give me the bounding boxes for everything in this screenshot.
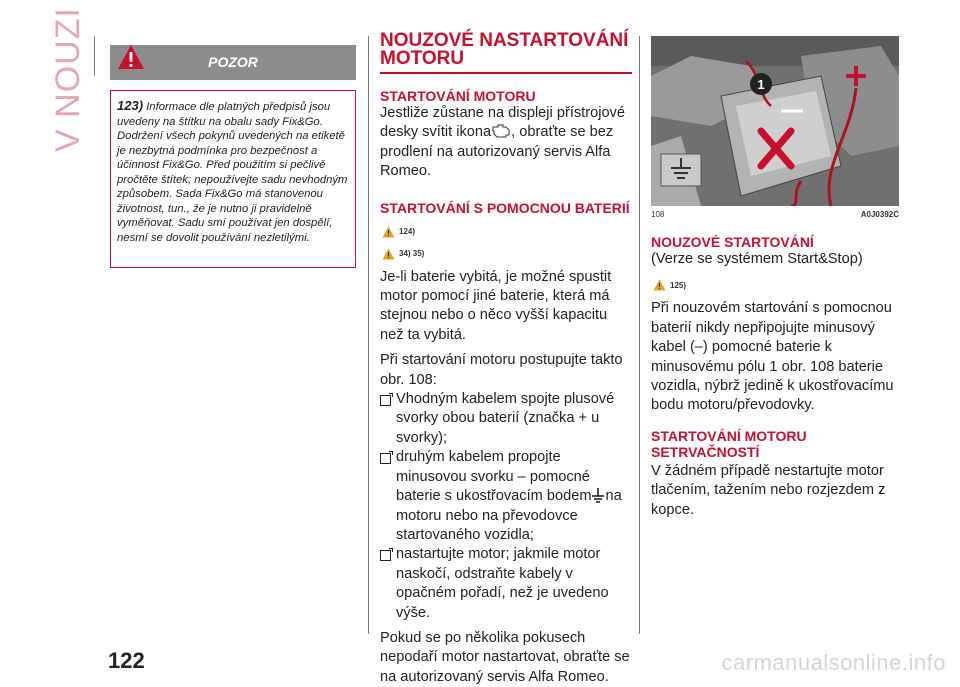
side-section-label: V NOUZI [48,6,87,152]
reference-warning-3: 125) [653,277,901,293]
paragraph-vybita-baterie: Je-li baterie vybitá, je možné spustit motor pomocí jiné baterie, která má stejnou nebo o něco vyšší kapacitu než ta vybitá. [380,268,612,343]
warning-triangle-icon [382,226,395,238]
battery-figure [651,36,899,206]
warning-number: 123) [117,98,144,113]
section-subheading-start-stop: (Verze se systémem Start&Stop) [651,251,863,267]
middle-column [380,32,632,687]
warning-text: Informace dle platných předpisů jsou uvedeny na štítku na obalu sady Fix&Go. Dodržení všech pokynů uvedených na etiketě je nezbytná podmínka pro bezpečnost a účinnost Fix&Go. Před použitím si pečlivě pročtěte štítek; nepoužívejte sadu nevhodným způsobem. Sada Fix&Go má stanovenou životnost, tun., že je nutno ji pravidelně vyměňovat. Sadu smí používat jen dospělí, nesmí se dovolit používání nezletilými. [117,101,348,244]
reference-warning-1: 124) [382,224,632,240]
warning-triangle-icon [382,248,395,260]
figure-caption [651,210,899,219]
watermark: carmanualsonline.info [721,650,946,675]
checkbox-bullet-icon [380,453,391,464]
figure-code: A0J0392C [860,210,899,219]
warning-title: POZOR [208,54,258,70]
checkbox-bullet-icon [380,550,391,561]
section-heading-pomocna-baterie: STARTOVÁNÍ S POMOCNOU BATERIÍ [380,199,630,216]
page-title: NOUZOVÉ NASTARTOVÁNÍ MOTORU [380,32,632,74]
section-heading-startovani: STARTOVÁNÍ MOTORU [380,88,536,104]
list-item: Vhodným kabelem spojte plusové svorky obou baterií (značka + u svorky); [380,390,632,448]
right-column [651,234,901,520]
paragraph-minusovy-kabel: Při nouzovém startování s pomocnou baterií nikdy nepřipojujte minusový kabel (–) pomocné baterie k minusovému pólu 1 obr. 108 baterie vozidla, nýbrž jedině k ukostřovacímu bodu motoru/převodovky. [651,300,894,414]
paragraph-icon-warning: Jestliže zůstane na displeji přístrojové desky svítit ikona , obraťte se bez prodlení na autorizovaný servis Alfa Romeo. [380,105,625,180]
column-divider-middle [368,36,369,634]
warning-triangle-icon [653,279,666,291]
section-heading-nouzove-startovani: NOUZOVÉ STARTOVÁNÍ [651,234,814,250]
paragraph-nestartujte: V žádném případě nestartujte motor tlačením, tažením nebo rozjezdem z kopce. [651,462,886,518]
list-item: druhým kabelem propojte minusovou svorku – pomocné baterie s ukostřovacím bodem na motoru nebo na převodovce startovaného vozidla; [380,448,632,545]
section-heading-setrvacnost: STARTOVÁNÍ MOTORU SETRVAČNOSTÍ [651,427,807,460]
figure-callout-1: 1 [757,77,765,92]
checkbox-bullet-icon [380,395,391,406]
column-divider-right [639,36,640,634]
engine-warning-icon [491,123,511,139]
list-item: nastartujte motor; jakmile motor naskočí, odstraňte kabely v opačném pořadí, než je uvedeno výše. [380,545,632,623]
paragraph-opakovane-pokusy: Pokud se po několika pokusech nepodaří motor nastartovat, obraťte se na autorizovaný servis Alfa Romeo. [380,629,630,685]
ground-symbol-icon [591,487,605,503]
paragraph-postup: Při startování motoru postupujte takto obr. 108: [380,352,623,388]
battery-illustration [651,36,899,206]
page-number: 122 [108,648,145,673]
warning-header [110,45,356,80]
column-divider-left [94,36,95,76]
warning-box [110,90,356,268]
figure-number: 108 [651,210,665,219]
reference-warning-2: 34) 35) [382,246,632,262]
